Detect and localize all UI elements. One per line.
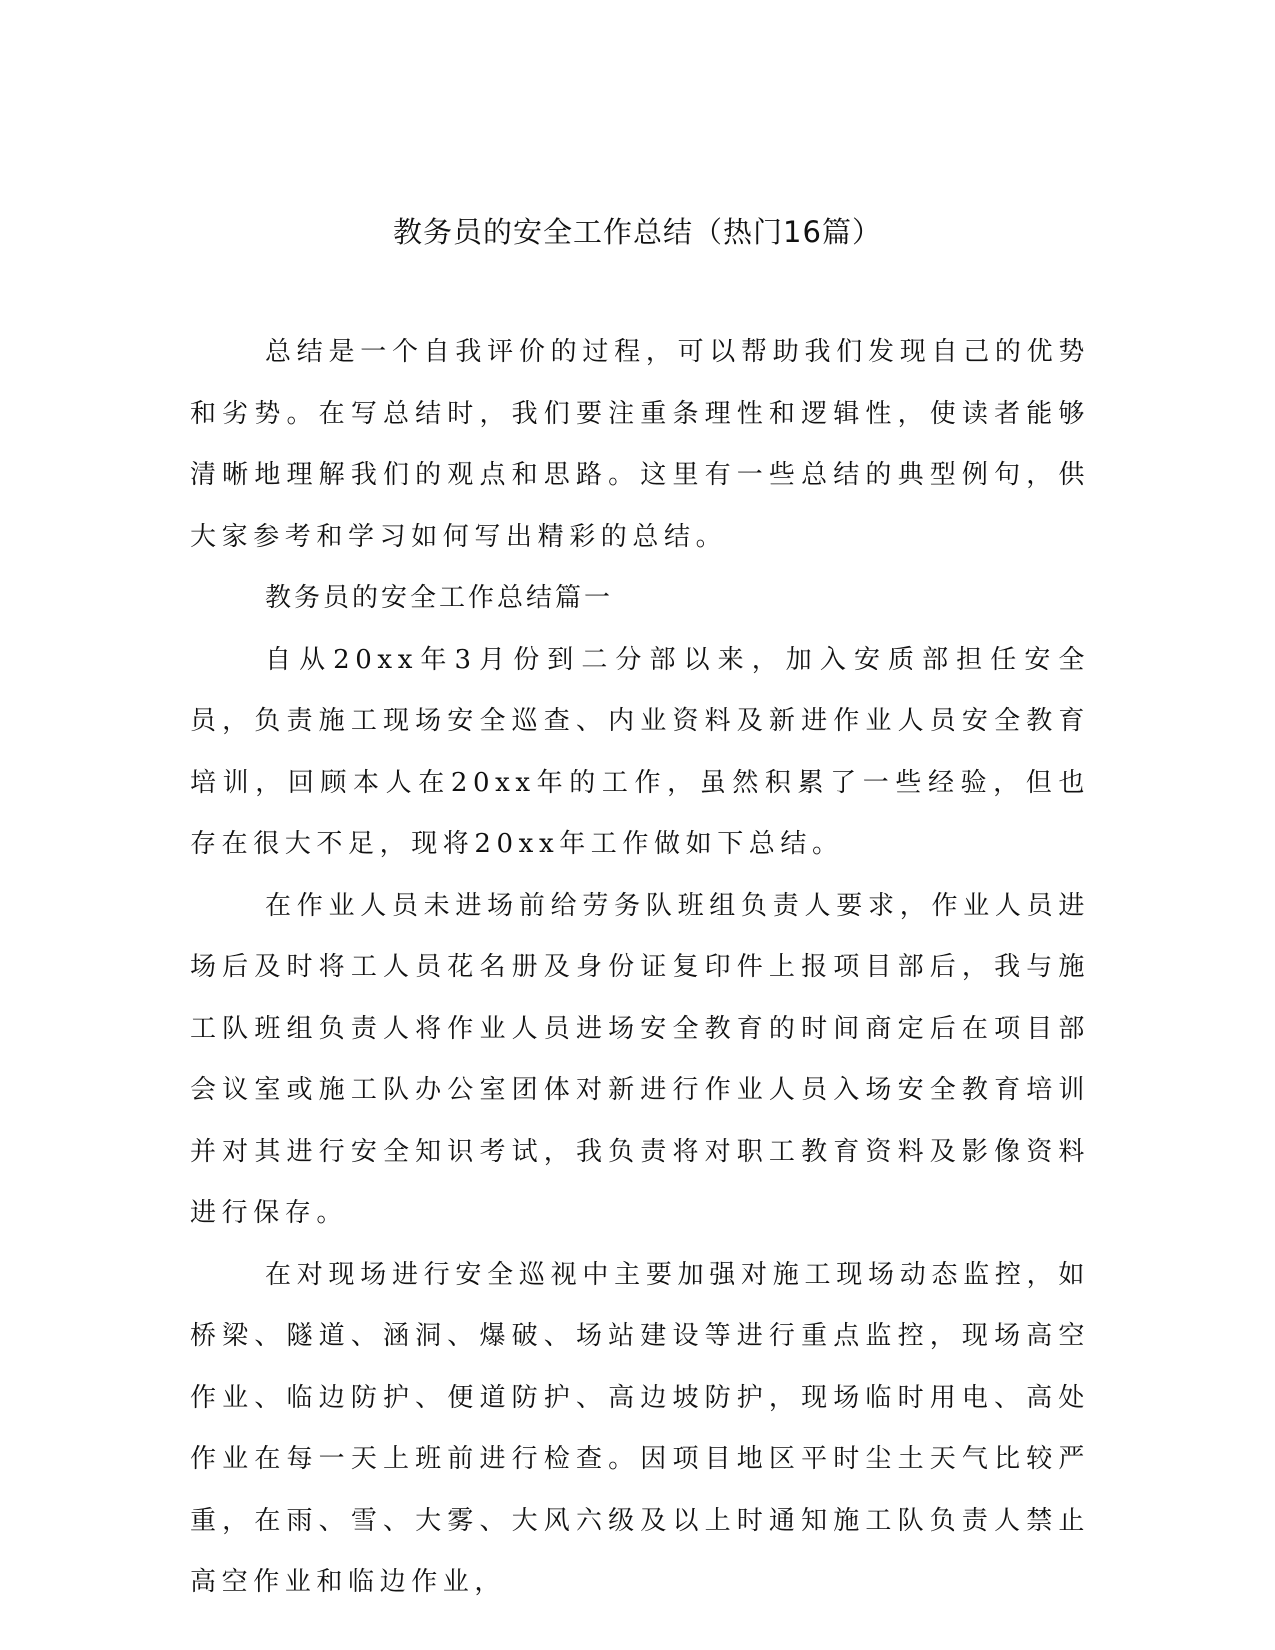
intro-paragraph: 总结是一个自我评价的过程，可以帮助我们发现自己的优势和劣势。在写总结时，我们要注重条理性和逻辑性，使读者能够清晰地理解我们的观点和思路。这里有一些总结的典型例句，供大家参考和学习如何写出精彩的总结。 bbox=[190, 337, 1090, 552]
document-title: 教务员的安全工作总结（热门16篇） bbox=[393, 215, 882, 249]
section-heading: 教务员的安全工作总结篇一 bbox=[265, 583, 614, 613]
body-paragraph-1: 自从20xx年3月份到二分部以来，加入安质部担任安全员，负责施工现场安全巡查、内业资料及新进作业人员安全教育培训，回顾本人在20xx年的工作，虽然积累了一些经验，但也存在很大不足，现将20xx年工作做如下总结。 bbox=[190, 644, 1090, 859]
body-paragraph-2: 在作业人员未进场前给劳务队班组负责人要求，作业人员进场后及时将工人员花名册及身份证复印件上报项目部后，我与施工队班组负责人将作业人员进场安全教育的时间商定后在项目部会议室或施工队办公室团体对新进行作业人员入场安全教育培训并对其进行安全知识考试，我负责将对职工教育资料及影像资料进行保存。 bbox=[190, 890, 1090, 1228]
body-paragraph-3: 在对现场进行安全巡视中主要加强对施工现场动态监控，如桥梁、隧道、涵洞、爆破、场站建设等进行重点监控，现场高空作业、临边防护、便道防护、高边坡防护，现场临时用电、高处作业在每一天上班前进行检查。因项目地区平时尘土天气比较严重，在雨、雪、大雾、大风六级及以上时通知施工队负责人禁止高空作业和临边作业， bbox=[190, 1259, 1090, 1597]
document-body bbox=[190, 322, 1090, 1614]
